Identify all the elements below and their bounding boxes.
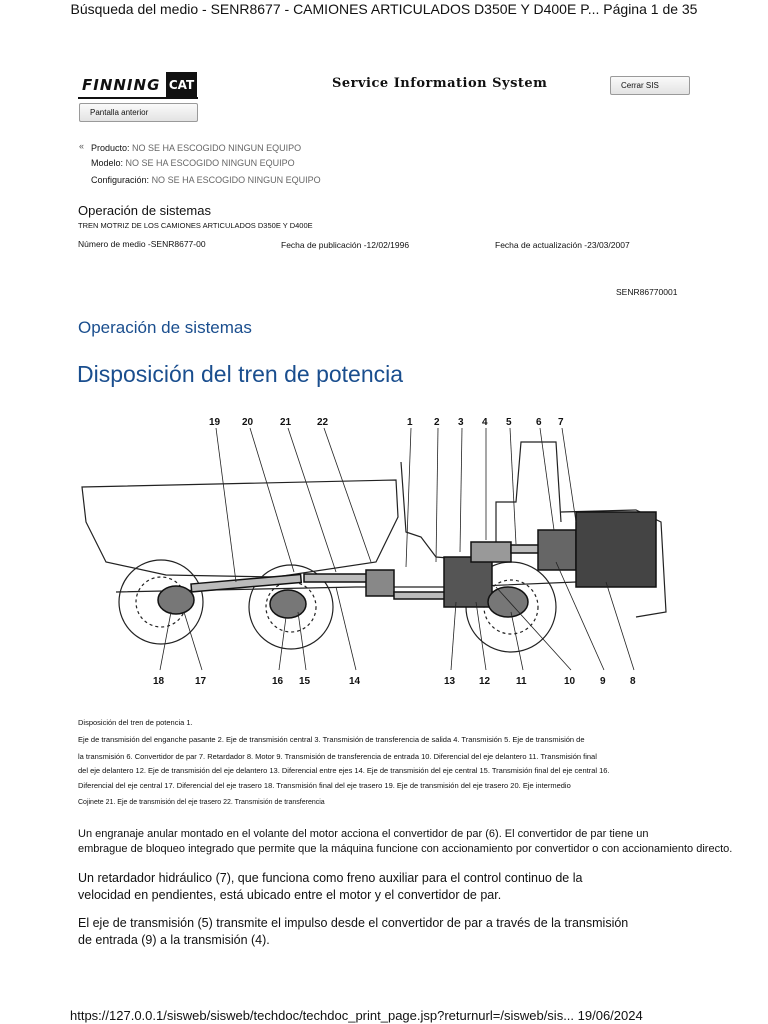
center-differential bbox=[270, 590, 306, 618]
center-shaft bbox=[304, 574, 374, 582]
callout-9: 9 bbox=[600, 676, 606, 687]
callout-2: 2 bbox=[434, 417, 440, 428]
callout-4: 4 bbox=[482, 417, 488, 428]
powertrain-diagram bbox=[76, 412, 696, 697]
dump-body bbox=[82, 480, 398, 577]
print-footer: https://127.0.0.1/sisweb/sisweb/techdoc/techdoc_print_page.jsp?returnurl=/sisweb/sis... 19/06/2024 bbox=[70, 1008, 643, 1023]
caption-line: del eje delantero 12. Eje de transmisión del eje delantero 13. Diferencial entre ejes 14. Eje de transmisión del eje central 15. Transmisión final del eje central 16. bbox=[78, 766, 610, 775]
callout-3: 3 bbox=[458, 417, 464, 428]
finning-logo-text: FINNING bbox=[82, 76, 161, 94]
subheading: Operación de sistemas bbox=[78, 318, 252, 337]
bottom-callouts bbox=[153, 676, 636, 687]
callout-5: 5 bbox=[506, 417, 512, 428]
section-heading: Operación de sistemas bbox=[78, 203, 211, 218]
transfer-case bbox=[444, 557, 492, 607]
product-label: Producto: bbox=[91, 143, 130, 153]
model-label: Modelo: bbox=[91, 158, 124, 168]
callout-15: 15 bbox=[299, 676, 311, 687]
front-differential bbox=[488, 587, 528, 617]
interaxle-diff bbox=[366, 570, 394, 596]
callout-19: 19 bbox=[209, 417, 221, 428]
sis-title: Service Information System bbox=[332, 76, 548, 91]
back-button[interactable]: Pantalla anterior bbox=[79, 103, 198, 122]
update-date: Fecha de actualización -23/03/2007 bbox=[495, 240, 630, 250]
caption-line: Cojinete 21. Eje de transmisión del eje trasero 22. Transmisión de transferencia bbox=[78, 799, 325, 806]
config-label: Configuración: bbox=[91, 175, 150, 185]
callout-18: 18 bbox=[153, 676, 165, 687]
caption-line: la transmisión 6. Convertidor de par 7. Retardador 8. Motor 9. Transmisión de transferencia de entrada 10. Diferencial del eje delantero 11. Transmisión final bbox=[78, 752, 597, 761]
callout-17: 17 bbox=[195, 676, 207, 687]
callout-7: 7 bbox=[558, 417, 564, 428]
document-title: TREN MOTRIZ DE LOS CAMIONES ARTICULADOS D350E Y D400E bbox=[78, 221, 313, 230]
chevron-left-icon[interactable]: « bbox=[79, 141, 85, 151]
callout-8: 8 bbox=[630, 676, 636, 687]
paragraph-3-line: El eje de transmisión (5) transmite el impulso desde el convertidor de par a través de la transmisión bbox=[78, 916, 629, 930]
config-value[interactable]: NO SE HA ESCOGIDO NINGUN EQUIPO bbox=[151, 175, 321, 185]
callout-14: 14 bbox=[349, 676, 361, 687]
paragraph-3-line: de entrada (9) a la transmisión (4). bbox=[78, 933, 270, 947]
callout-21: 21 bbox=[280, 417, 292, 428]
close-sis-button[interactable]: Cerrar SIS bbox=[610, 76, 690, 95]
engine bbox=[576, 512, 656, 587]
model-value[interactable]: NO SE HA ESCOGIDO NINGUN EQUIPO bbox=[125, 158, 295, 168]
callout-20: 20 bbox=[242, 417, 254, 428]
media-number: Número de medio -SENR8677-00 bbox=[78, 239, 206, 249]
paragraph-1-line: Un engranaje anular montado en el volante del motor acciona el convertidor de par (6). El convertidor de par tiene un bbox=[78, 828, 649, 840]
reference-id: SENR86770001 bbox=[616, 287, 678, 297]
paragraph-2-line: velocidad en pendientes, está ubicado entre el motor y el convertidor de par. bbox=[78, 888, 502, 902]
logo-underline bbox=[78, 97, 198, 99]
model-row bbox=[91, 158, 295, 168]
rear-differential bbox=[158, 586, 194, 614]
driveline bbox=[158, 512, 656, 618]
cat-logo-badge: CAT bbox=[166, 72, 197, 98]
callout-10: 10 bbox=[564, 676, 576, 687]
caption-line: Diferencial del eje central 17. Diferencial del eje trasero 18. Transmisión final del eje trasero 19. Eje de transmisión del eje trasero 20. Eje intermedio bbox=[78, 781, 571, 790]
paragraph-1-line: embrague de bloqueo integrado que permite que la máquina funcione con accionamiento por convertidor o con accionamiento directo. bbox=[78, 843, 733, 855]
config-row bbox=[91, 175, 321, 185]
callout-22: 22 bbox=[317, 417, 329, 428]
caption-line: Disposición del tren de potencia 1. bbox=[78, 718, 193, 727]
top-callouts bbox=[209, 417, 564, 428]
transmission bbox=[471, 542, 511, 562]
callout-12: 12 bbox=[479, 676, 491, 687]
print-header: Búsqueda del medio - SENR8677 - CAMIONES ARTICULADOS D350E Y D400E P... Página 1 de 35 bbox=[70, 1, 698, 17]
callout-6: 6 bbox=[536, 417, 542, 428]
transmission-shaft bbox=[511, 545, 541, 553]
product-value[interactable]: NO SE HA ESCOGIDO NINGUN EQUIPO bbox=[132, 143, 302, 153]
callout-13: 13 bbox=[444, 676, 456, 687]
callout-11: 11 bbox=[516, 676, 527, 687]
callout-1: 1 bbox=[407, 417, 413, 428]
publish-date: Fecha de publicación -12/02/1996 bbox=[281, 240, 410, 250]
caption-line: Eje de transmisión del enganche pasante 2. Eje de transmisión central 3. Transmisión de transferencia de salida 4. Transmisión 5. Eje de transmisión de bbox=[78, 735, 585, 744]
callout-16: 16 bbox=[272, 676, 284, 687]
main-heading: Disposición del tren de potencia bbox=[77, 361, 404, 387]
paragraph-2-line: Un retardador hidráulico (7), que funciona como freno auxiliar para el control continuo de la bbox=[78, 871, 583, 885]
finning-cat-logo bbox=[78, 70, 198, 100]
product-row bbox=[91, 143, 301, 153]
